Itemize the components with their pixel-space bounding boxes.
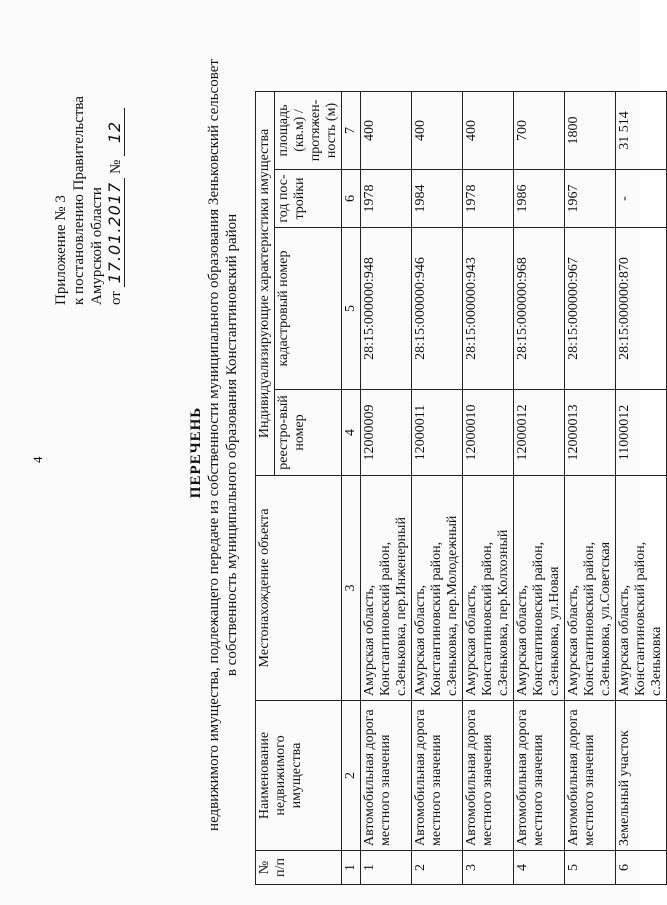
row-reg: 12000010 (463, 390, 514, 476)
row-location: Амурская область, Константиновский район, с.Зеньковка, ул.Советская (565, 476, 616, 701)
header-name: Наименование недвижимого имущества (256, 701, 342, 851)
row-name: Автомобильная дорога местного значения (412, 701, 463, 851)
row-reg: 11000012 (616, 390, 667, 476)
row-name: Автомобильная дорога местного значения (361, 701, 412, 851)
row-name: Автомобильная дорога местного значения (514, 701, 565, 851)
column-number-row (342, 92, 361, 885)
page-number: 4 (30, 456, 45, 463)
row-cadastral: 28:15:000000:948 (361, 228, 412, 390)
header-characteristics: Индивидуализирующие характеристики имущества (256, 92, 275, 476)
table-row (565, 92, 616, 885)
row-name: Земельный участок (616, 701, 667, 851)
col-number: 6 (342, 170, 361, 228)
header-year: год пос-тройки (275, 170, 342, 228)
date-prefix: от (108, 291, 124, 305)
col-number: 1 (342, 851, 361, 885)
row-cadastral: 28:15:000000:870 (616, 228, 667, 390)
appendix-block (52, 96, 125, 305)
row-area: 700 (514, 92, 565, 170)
row-location: Амурская область, Константиновский район, с.Зеньковка, пер.Инженерный (361, 476, 412, 701)
document-title: ПЕРЕЧЕНЬ (188, 406, 204, 499)
row-num: 2 (412, 851, 463, 885)
row-area: 400 (463, 92, 514, 170)
row-area: 400 (412, 92, 463, 170)
row-area: 400 (361, 92, 412, 170)
appendix-line-2: к постановлению Правительства (71, 96, 87, 305)
row-location: Амурская область, Константиновский район, с.Зеньковка (616, 476, 667, 701)
appendix-line-1: Приложение № 3 (53, 195, 69, 305)
table-row (463, 92, 514, 885)
table-row (514, 92, 565, 885)
row-year: - (616, 170, 667, 228)
appendix-date-line (106, 96, 125, 305)
row-reg: 12000012 (514, 390, 565, 476)
col-number: 7 (342, 92, 361, 170)
row-area: 31 514 (616, 92, 667, 170)
row-num: 3 (463, 851, 514, 885)
row-location: Амурская область, Константиновский район, с.Зеньковка, пер.Колхозный (463, 476, 514, 701)
row-cadastral: 28:15:000000:968 (514, 228, 565, 390)
row-year: 1986 (514, 170, 565, 228)
property-table (255, 91, 667, 885)
row-name: Автомобильная дорога местного значения (463, 701, 514, 851)
header-location: Местонахождение объекта (256, 476, 342, 701)
row-location: Амурская область, Константиновский район, с.Зеньковка, ул.Новая (514, 476, 565, 701)
col-number: 5 (342, 228, 361, 390)
handwritten-date: 17.01.2017 (106, 178, 125, 288)
table-row (412, 92, 463, 885)
row-cadastral: 28:15:000000:967 (565, 228, 616, 390)
header-num: № п/п (256, 851, 342, 885)
header-cadastral: кадастровый номер (275, 228, 342, 390)
row-num: 5 (565, 851, 616, 885)
row-year: 1978 (463, 170, 514, 228)
appendix-line-3: Амурской области (89, 187, 105, 305)
table-row (361, 92, 412, 885)
header-area: площадь (кв.м) / протяжен-ность (м) (275, 92, 342, 170)
row-year: 1967 (565, 170, 616, 228)
col-number: 2 (342, 701, 361, 851)
row-year: 1984 (412, 170, 463, 228)
row-num: 4 (514, 851, 565, 885)
header-reg-number: реестро-вый номер (275, 390, 342, 476)
header-row-1 (256, 92, 275, 885)
row-year: 1978 (361, 170, 412, 228)
row-reg: 12000013 (565, 390, 616, 476)
col-number: 3 (342, 476, 361, 701)
row-name: Автомобильная дорога местного значения (565, 701, 616, 851)
row-reg: 12000009 (361, 390, 412, 476)
row-cadastral: 28:15:000000:943 (463, 228, 514, 390)
number-prefix: № (108, 159, 124, 175)
table-row (616, 92, 667, 885)
row-cadastral: 28:15:000000:946 (412, 228, 463, 390)
row-reg: 12000011 (412, 390, 463, 476)
col-number: 4 (342, 390, 361, 476)
subtitle-line-2: в собственность муниципального образования Константиновский район (224, 213, 240, 677)
row-area: 1800 (565, 92, 616, 170)
row-num: 1 (361, 851, 412, 885)
document-subtitle (205, 45, 241, 845)
handwritten-number: 12 (106, 108, 125, 156)
row-location: Амурская область, Константиновский район, с.Зеньковка, пер.Молодежный (412, 476, 463, 701)
row-num: 6 (616, 851, 667, 885)
subtitle-line-1: недвижимого имущества, подлежащего передаче из собственности муниципального образования Зеньковский сельсовет (206, 59, 222, 831)
